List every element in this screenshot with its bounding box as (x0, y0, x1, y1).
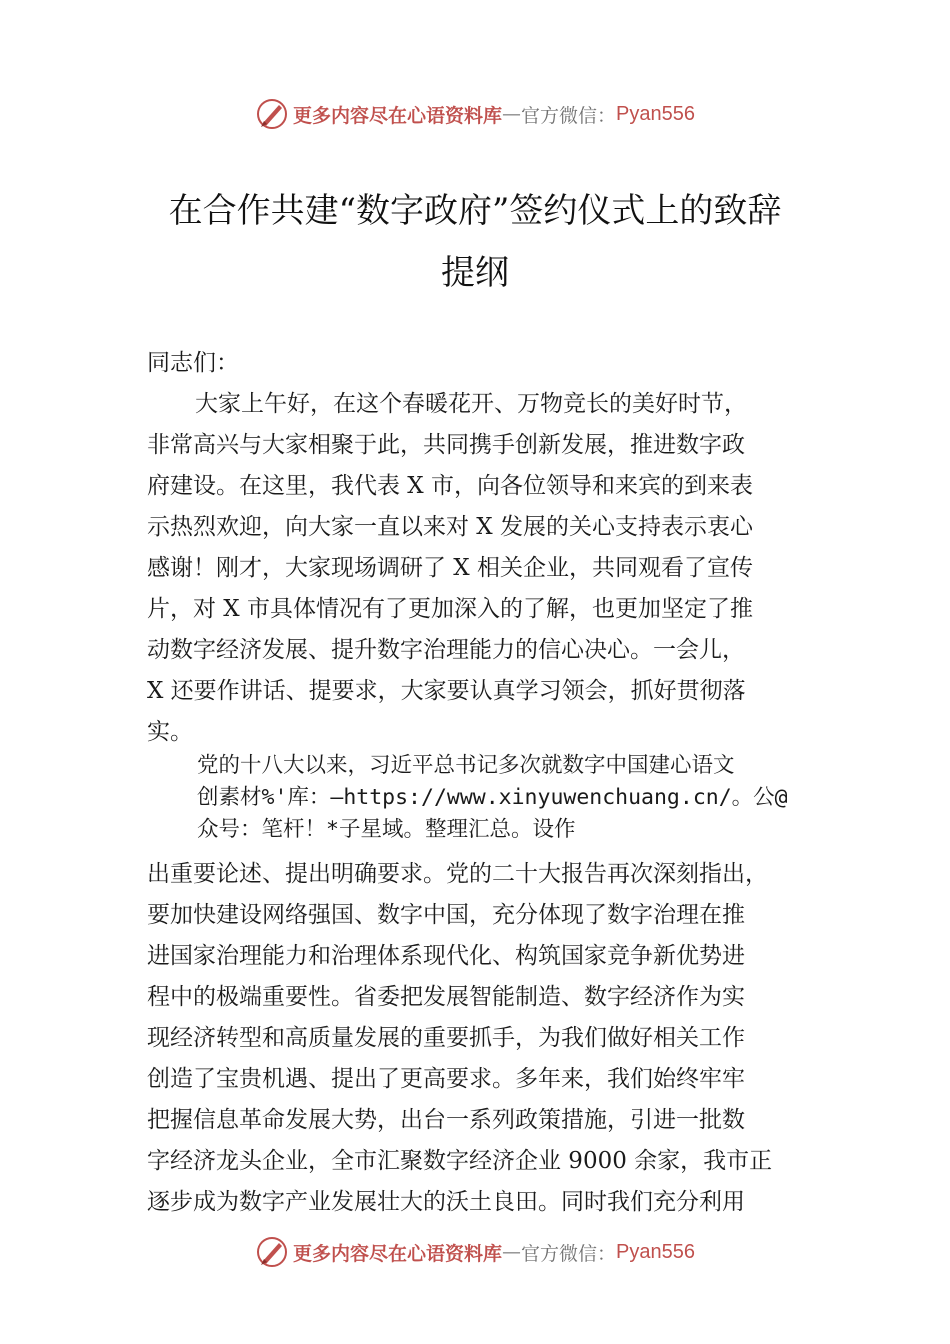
pen-logo-icon (255, 1235, 289, 1269)
banner-wechat-id: Pyan556 (616, 102, 695, 125)
title-line: 在合作共建“数字政府”签约仪式上的致辞 (168, 191, 782, 231)
paragraph-line: 把握信息革命发展大势，出台一系列政策措施，引进一批数 (147, 1107, 745, 1133)
paragraph-line: 程中的极端重要性。省委把发展智能制造、数字经济作为实 (147, 984, 745, 1010)
document-title (120, 180, 830, 304)
banner-dash: — (502, 1241, 522, 1263)
paragraph-line: 字经济龙头企业，全市汇聚数字经济企业 9000 余家，我市正 (147, 1148, 773, 1174)
paragraph-line: 要加快建设网络强国、数字中国，充分体现了数字治理在推 (147, 902, 745, 928)
paragraph-1 (147, 384, 837, 753)
paragraph-line: 创造了宝贵机遇、提出了更高要求。多年来，我们始终牢牢 (147, 1066, 745, 1092)
banner-wechat-label: 官方微信： (521, 1242, 617, 1265)
header-banner (0, 94, 950, 134)
inserted-line: 创素材%'库：—https://www.xinyuwenchuang.cn/。公@ (197, 785, 788, 810)
paragraph-line: 逐步成为数字产业发展壮大的沃土良田。同时我们充分利用 (147, 1189, 745, 1215)
paragraph-line: 进国家治理能力和治理体系现代化、构筑国家竞争新优势进 (147, 943, 745, 969)
paragraph-line: 示热烈欢迎，向大家一直以来对 X 发展的关心支持表示衷心 (147, 514, 753, 540)
inserted-text-block (197, 750, 847, 846)
salutation (147, 343, 837, 384)
paragraph-line: X 还要作讲话、提要求，大家要认真学习领会，抓好贯彻落 (147, 678, 746, 704)
paragraph-2 (147, 854, 837, 1223)
paragraph-line: 现经济转型和高质量发展的重要抓手，为我们做好相关工作 (147, 1025, 745, 1051)
banner-wechat-id: Pyan556 (616, 1240, 695, 1263)
paragraph-line: 府建设。在这里，我代表 X 市，向各位领导和来宾的到来表 (147, 473, 753, 499)
paragraph-line: 感谢！刚才，大家现场调研了 X 相关企业，共同观看了宣传 (147, 555, 753, 581)
paragraph-line: 实。 (147, 719, 193, 745)
paragraph-line: 出重要论述、提出明确要求。党的二十大报告再次深刻指出， (147, 861, 768, 887)
paragraph-line: 非常高兴与大家相聚于此，共同携手创新发展，推进数字政 (147, 432, 745, 458)
banner-site-name: 更多内容尽在心语资料库 (293, 1242, 503, 1265)
pen-logo-icon (255, 97, 289, 131)
salutation-text: 同志们： (147, 350, 239, 376)
banner-wechat-label: 官方微信： (521, 104, 617, 127)
paragraph-line: 片，对 X 市具体情况有了更加深入的了解，也更加坚定了推 (147, 596, 753, 622)
paragraph-line: 动数字经济发展、提升数字治理能力的信心决心。一会儿， (147, 637, 745, 663)
banner-dash: — (502, 103, 522, 125)
paragraph-line: 大家上午好，在这个春暖花开、万物竞长的美好时节， (195, 391, 747, 417)
banner-site-name: 更多内容尽在心语资料库 (293, 104, 503, 127)
inserted-line: 众号：笔杆！*子星域。整理汇总。设作 (197, 817, 576, 842)
footer-banner (0, 1232, 950, 1272)
title-line: 提纲 (441, 253, 509, 293)
inserted-line: 党的十八大以来，习近平总书记多次就数字中国建心语文 (197, 753, 735, 778)
